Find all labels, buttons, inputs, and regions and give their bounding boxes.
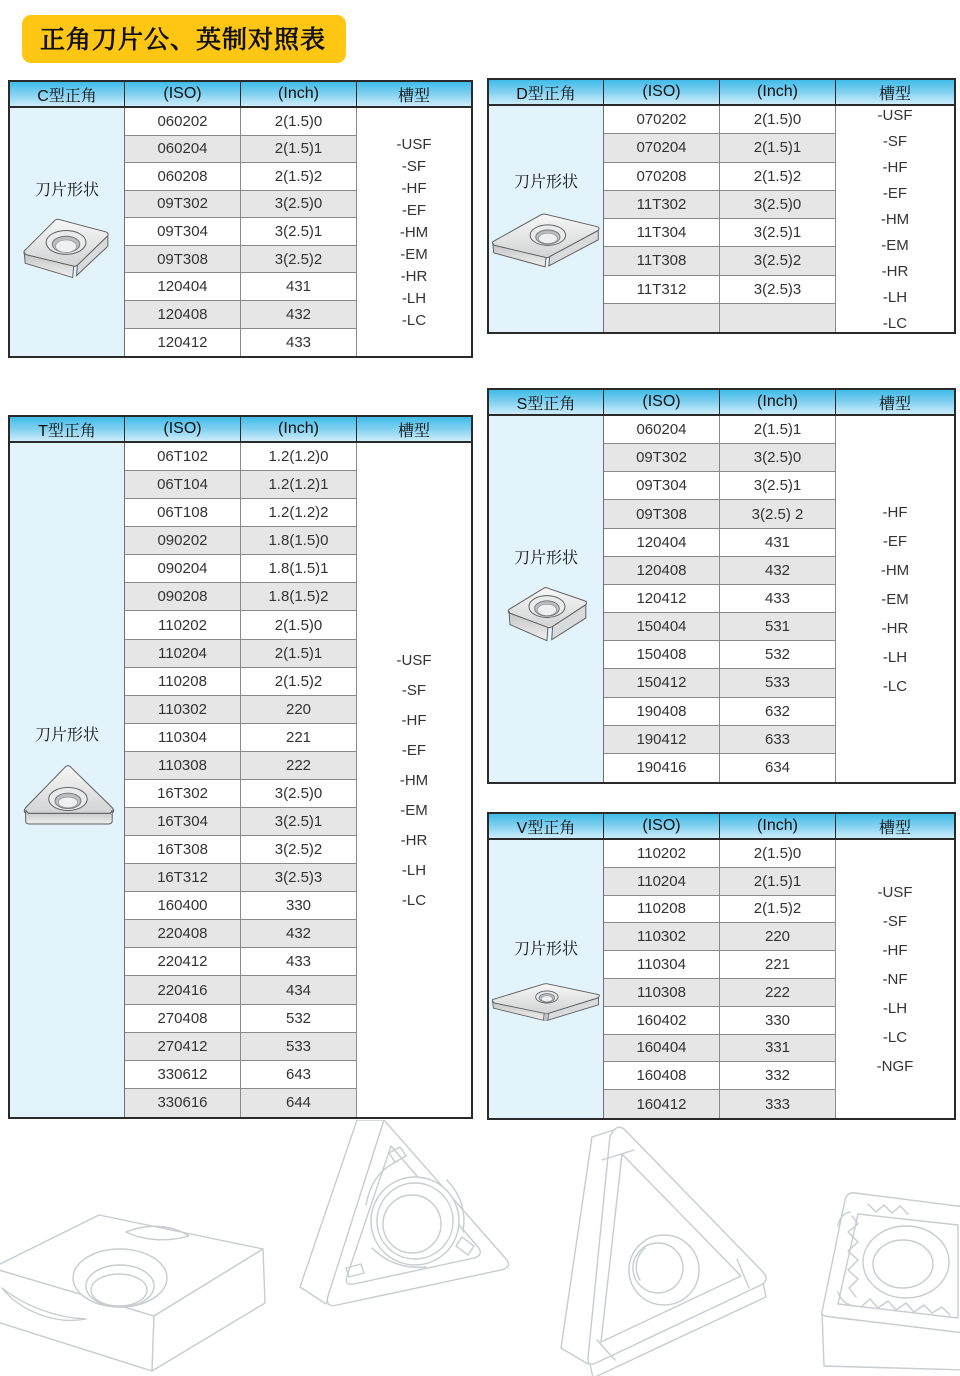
iso-cell: 11T304 (604, 219, 720, 247)
groove-type-label: -HM (399, 223, 429, 241)
groove-type-label: -HF (882, 941, 908, 959)
iso-cell: 120408 (125, 301, 241, 329)
table-row (125, 443, 357, 471)
table-row (125, 108, 357, 136)
table-header (489, 390, 954, 416)
table-row (125, 583, 357, 611)
iso-cell: 160404 (604, 1035, 720, 1063)
table-row (604, 896, 836, 924)
inch-cell: 2(1.5)1 (720, 416, 836, 444)
table-row (125, 301, 357, 329)
table-row (125, 780, 357, 808)
groove-type-label: -LC (401, 311, 427, 329)
groove-type-label: -HR (400, 267, 428, 285)
table-row (604, 529, 836, 557)
groove-type-cell (836, 416, 954, 782)
inch-cell: 533 (241, 1033, 357, 1061)
table-row (125, 191, 357, 219)
inch-cell: 333 (720, 1090, 836, 1118)
groove-type-label: -LC (882, 314, 908, 332)
inch-cell: 220 (241, 696, 357, 724)
inch-cell: 531 (720, 613, 836, 641)
groove-type-label: -EM (400, 245, 428, 263)
inch-cell: 1.2(1.2)0 (241, 443, 357, 471)
iso-cell: 160400 (125, 892, 241, 920)
groove-type-cell (357, 443, 471, 1117)
inch-cell: 3(2.5)3 (720, 276, 836, 304)
table-row (125, 808, 357, 836)
table-d-positive (487, 78, 956, 334)
inch-cell: 3(2.5)0 (241, 191, 357, 219)
groove-type-label: -HR (881, 262, 909, 280)
inch-cell: 3(2.5)2 (241, 246, 357, 274)
inch-cell: 533 (720, 669, 836, 697)
inch-cell: 3(2.5)2 (241, 836, 357, 864)
shape-label: 刀片形状 (34, 181, 99, 199)
inch-cell: 1.2(1.2)2 (241, 499, 357, 527)
groove-type-label: -NGF (876, 1057, 914, 1075)
table-header (489, 814, 954, 840)
iso-cell: 330616 (125, 1089, 241, 1117)
table-row (604, 106, 836, 134)
header-iso: (ISO) (604, 390, 720, 414)
table-row (125, 920, 357, 948)
groove-type-cell (357, 108, 471, 356)
inch-cell: 433 (720, 585, 836, 613)
groove-type-label: -HF (882, 503, 908, 521)
inch-cell: 2(1.5)0 (241, 611, 357, 639)
inch-cell: 634 (720, 754, 836, 782)
groove-type-label: -USF (396, 135, 432, 153)
table-row (604, 247, 836, 275)
groove-type-label: -EF (401, 201, 427, 219)
inch-cell: 431 (720, 529, 836, 557)
deco-diamond-insert (0, 1215, 265, 1371)
table-row (604, 500, 836, 528)
inch-cell: 432 (241, 920, 357, 948)
inch-cell: 3(2.5)1 (241, 808, 357, 836)
t-insert-triangle-image (17, 757, 117, 839)
groove-type-label: -HM (880, 561, 910, 579)
shape-label: 刀片形状 (513, 549, 578, 567)
inch-cell: 330 (241, 892, 357, 920)
deco-trigon-insert (561, 1127, 766, 1376)
iso-cell: 110304 (604, 951, 720, 979)
groove-type-label: -LC (401, 891, 427, 909)
groove-type-label: -HR (400, 831, 428, 849)
iso-cell: 090208 (125, 583, 241, 611)
iso-cell: 110302 (604, 923, 720, 951)
inch-cell: 432 (720, 557, 836, 585)
table-v-positive (487, 812, 956, 1120)
inch-cell: 3(2.5)0 (241, 780, 357, 808)
inch-cell: 2(1.5)0 (720, 840, 836, 868)
table-row (125, 555, 357, 583)
deco-ornate-triangle-insert (300, 1120, 509, 1306)
groove-type-label: -EM (881, 590, 909, 608)
table-row (604, 191, 836, 219)
table-row (604, 979, 836, 1007)
groove-type-cell (836, 106, 954, 332)
iso-cell: 110204 (125, 640, 241, 668)
groove-type-label: -HR (881, 619, 909, 637)
table-row (125, 864, 357, 892)
table-row (604, 868, 836, 896)
inch-cell: 2(1.5)1 (241, 136, 357, 164)
deco-square-zigzag-insert (822, 1193, 960, 1370)
inch-cell: 532 (241, 1005, 357, 1033)
header-type: D型正角 (489, 80, 604, 104)
table-row (604, 1090, 836, 1118)
iso-cell: 16T304 (125, 808, 241, 836)
iso-cell: 220408 (125, 920, 241, 948)
inch-cell: 3(2.5)1 (720, 472, 836, 500)
groove-type-label: -LH (401, 861, 427, 879)
iso-cell: 160412 (604, 1090, 720, 1118)
v-insert-diamond35-image (490, 971, 602, 1023)
table-row (125, 136, 357, 164)
iso-cell: 110308 (604, 979, 720, 1007)
s-insert-square-image (498, 580, 594, 654)
table-row (125, 527, 357, 555)
iso-cell: 110202 (604, 840, 720, 868)
inch-cell: 433 (241, 948, 357, 976)
table-row (604, 726, 836, 754)
table-row (125, 163, 357, 191)
table-row (604, 276, 836, 304)
table-row (125, 696, 357, 724)
table-row (604, 1035, 836, 1063)
shape-label: 刀片形状 (513, 940, 578, 958)
iso-cell: 070204 (604, 134, 720, 162)
iso-cell: 120412 (604, 585, 720, 613)
iso-cell: 220412 (125, 948, 241, 976)
table-row (125, 724, 357, 752)
groove-type-label: -SF (401, 157, 427, 175)
iso-cell: 110202 (125, 611, 241, 639)
decorative-insert-drawings (0, 1120, 960, 1376)
iso-cell: 11T302 (604, 191, 720, 219)
table-row (125, 836, 357, 864)
shape-cell (489, 840, 604, 1118)
inch-cell: 1.8(1.5)0 (241, 527, 357, 555)
header-groove: 槽型 (878, 85, 911, 103)
table-row (125, 499, 357, 527)
table-row (125, 273, 357, 301)
iso-cell: 160408 (604, 1062, 720, 1090)
inch-cell: 3(2.5)1 (720, 219, 836, 247)
iso-cell: 06T108 (125, 499, 241, 527)
iso-cell: 16T302 (125, 780, 241, 808)
iso-cell: 06T104 (125, 471, 241, 499)
groove-type-label: -SF (882, 912, 908, 930)
iso-cell: 11T308 (604, 247, 720, 275)
inch-cell: 221 (720, 951, 836, 979)
table-row (604, 669, 836, 697)
groove-type-label: -HF (401, 179, 427, 197)
iso-cell: 120408 (604, 557, 720, 585)
d-insert-diamond-image (490, 204, 602, 270)
groove-type-label: -SF (882, 132, 908, 150)
inch-cell: 330 (720, 1007, 836, 1035)
table-row (604, 951, 836, 979)
inch-cell: 2(1.5)0 (241, 108, 357, 136)
inch-cell: 3(2.5)2 (720, 247, 836, 275)
groove-type-label: -NF (882, 970, 908, 988)
table-row (125, 948, 357, 976)
groove-type-cell (836, 840, 954, 1118)
shape-label: 刀片形状 (34, 726, 99, 744)
inch-cell: 633 (720, 726, 836, 754)
inch-cell: 433 (241, 329, 357, 357)
inch-cell: 632 (720, 698, 836, 726)
table-row (125, 471, 357, 499)
iso-cell: 190416 (604, 754, 720, 782)
header-inch: (Inch) (720, 390, 836, 414)
iso-cell: 120412 (125, 329, 241, 357)
table-header (10, 82, 471, 108)
table-c-positive (8, 80, 473, 358)
page-title: 正角刀片公、英制对照表 (22, 15, 346, 63)
inch-cell: 1.8(1.5)2 (241, 583, 357, 611)
inch-cell: 3(2.5) 2 (720, 500, 836, 528)
iso-cell: 16T312 (125, 864, 241, 892)
c-insert-rhombic-image (17, 212, 117, 288)
header-type: V型正角 (489, 814, 604, 838)
groove-type-label: -LH (882, 999, 908, 1017)
iso-cell: 060202 (125, 108, 241, 136)
iso-cell: 060204 (125, 136, 241, 164)
table-row (604, 557, 836, 585)
iso-cell: 150404 (604, 613, 720, 641)
iso-cell: 330612 (125, 1061, 241, 1089)
groove-type-label: -HF (882, 158, 908, 176)
shape-label: 刀片形状 (513, 173, 578, 191)
inch-cell: 220 (720, 923, 836, 951)
inch-cell: 2(1.5)2 (241, 163, 357, 191)
table-row (604, 134, 836, 162)
header-groove: 槽型 (878, 819, 911, 837)
iso-cell: 160402 (604, 1007, 720, 1035)
groove-type-label: -LH (401, 289, 427, 307)
iso-cell: 110304 (125, 724, 241, 752)
iso-cell: 070208 (604, 163, 720, 191)
iso-cell: 110204 (604, 868, 720, 896)
iso-cell: 120404 (125, 273, 241, 301)
inch-cell: 331 (720, 1035, 836, 1063)
table-row (125, 668, 357, 696)
table-header (10, 417, 471, 443)
table-s-positive (487, 388, 956, 784)
inch-cell: 2(1.5)0 (720, 106, 836, 134)
iso-cell: 110302 (125, 696, 241, 724)
groove-type-label: -SF (401, 681, 427, 699)
groove-type-label: -EM (881, 236, 909, 254)
header-type: C型正角 (10, 82, 125, 106)
inch-cell: 1.2(1.2)1 (241, 471, 357, 499)
shape-cell (10, 108, 125, 356)
groove-type-label: -LH (882, 288, 908, 306)
inch-cell: 222 (720, 979, 836, 1007)
inch-cell (720, 304, 836, 332)
iso-cell: 190408 (604, 698, 720, 726)
iso-cell: 09T302 (604, 444, 720, 472)
iso-cell (604, 304, 720, 332)
table-row (604, 444, 836, 472)
iso-cell: 110308 (125, 752, 241, 780)
header-groove: 槽型 (397, 422, 430, 440)
inch-cell: 431 (241, 273, 357, 301)
groove-type-label: -HM (399, 771, 429, 789)
header-type: S型正角 (489, 390, 604, 414)
table-row (604, 219, 836, 247)
header-inch: (Inch) (241, 417, 357, 441)
table-row (604, 754, 836, 782)
iso-cell: 060204 (604, 416, 720, 444)
iso-cell: 09T308 (604, 500, 720, 528)
iso-cell: 060208 (125, 163, 241, 191)
header-groove: 槽型 (397, 87, 430, 105)
iso-cell: 110208 (604, 896, 720, 924)
inch-cell: 644 (241, 1089, 357, 1117)
groove-type-label: -LC (882, 1028, 908, 1046)
table-row (125, 611, 357, 639)
table-row (125, 640, 357, 668)
groove-type-label: -EF (401, 741, 427, 759)
header-inch: (Inch) (720, 80, 836, 104)
iso-cell: 16T308 (125, 836, 241, 864)
table-row (125, 246, 357, 274)
table-row (604, 698, 836, 726)
iso-cell: 070202 (604, 106, 720, 134)
table-row (604, 923, 836, 951)
iso-cell: 09T304 (604, 472, 720, 500)
inch-cell: 221 (241, 724, 357, 752)
inch-cell: 1.8(1.5)1 (241, 555, 357, 583)
inch-cell: 3(2.5)3 (241, 864, 357, 892)
iso-cell: 09T302 (125, 191, 241, 219)
inch-cell: 2(1.5)1 (241, 640, 357, 668)
table-row (604, 1062, 836, 1090)
iso-cell: 270408 (125, 1005, 241, 1033)
table-row (125, 892, 357, 920)
table-row (125, 1061, 357, 1089)
header-inch: (Inch) (241, 82, 357, 106)
table-row (125, 1089, 357, 1117)
iso-cell: 090202 (125, 527, 241, 555)
table-row (125, 218, 357, 246)
inch-cell: 532 (720, 641, 836, 669)
shape-cell (10, 443, 125, 1117)
inch-cell: 434 (241, 976, 357, 1004)
iso-cell: 150412 (604, 669, 720, 697)
inch-cell: 2(1.5)1 (720, 868, 836, 896)
groove-type-label: -USF (877, 883, 913, 901)
groove-type-label: -LH (882, 648, 908, 666)
table-row (604, 1007, 836, 1035)
table-row (125, 976, 357, 1004)
groove-type-label: -HF (401, 711, 427, 729)
inch-cell: 2(1.5)2 (720, 163, 836, 191)
iso-cell: 11T312 (604, 276, 720, 304)
groove-type-label: -USF (396, 651, 432, 669)
table-row (604, 585, 836, 613)
groove-type-label: -HM (880, 210, 910, 228)
iso-cell: 120404 (604, 529, 720, 557)
inch-cell: 432 (241, 301, 357, 329)
iso-cell: 06T102 (125, 443, 241, 471)
groove-type-label: -EF (882, 184, 908, 202)
header-type: T型正角 (10, 417, 125, 441)
iso-cell: 220416 (125, 976, 241, 1004)
iso-cell: 09T304 (125, 218, 241, 246)
header-iso: (ISO) (125, 82, 241, 106)
header-iso: (ISO) (604, 814, 720, 838)
header-iso: (ISO) (604, 80, 720, 104)
groove-type-label: -EM (400, 801, 428, 819)
table-row (604, 304, 836, 332)
inch-cell: 3(2.5)1 (241, 218, 357, 246)
table-row (125, 752, 357, 780)
inch-cell: 3(2.5)0 (720, 191, 836, 219)
table-row (125, 329, 357, 357)
shape-cell (489, 416, 604, 782)
groove-type-label: -USF (877, 106, 913, 124)
table-row (604, 472, 836, 500)
inch-cell: 2(1.5)2 (241, 668, 357, 696)
inch-cell: 3(2.5)0 (720, 444, 836, 472)
iso-cell: 09T308 (125, 246, 241, 274)
inch-cell: 643 (241, 1061, 357, 1089)
inch-cell: 2(1.5)2 (720, 896, 836, 924)
header-inch: (Inch) (720, 814, 836, 838)
table-row (604, 840, 836, 868)
shape-cell (489, 106, 604, 332)
table-row (604, 416, 836, 444)
table-row (125, 1005, 357, 1033)
header-groove: 槽型 (878, 395, 911, 413)
table-header (489, 80, 954, 106)
groove-type-label: -LC (882, 677, 908, 695)
groove-type-label: -EF (882, 532, 908, 550)
inch-cell: 332 (720, 1062, 836, 1090)
iso-cell: 270412 (125, 1033, 241, 1061)
table-t-positive (8, 415, 473, 1119)
table-row (604, 641, 836, 669)
iso-cell: 090204 (125, 555, 241, 583)
iso-cell: 150408 (604, 641, 720, 669)
iso-cell: 110208 (125, 668, 241, 696)
inch-cell: 2(1.5)1 (720, 134, 836, 162)
table-row (125, 1033, 357, 1061)
iso-cell: 190412 (604, 726, 720, 754)
table-row (604, 613, 836, 641)
header-iso: (ISO) (125, 417, 241, 441)
inch-cell: 222 (241, 752, 357, 780)
table-row (604, 163, 836, 191)
